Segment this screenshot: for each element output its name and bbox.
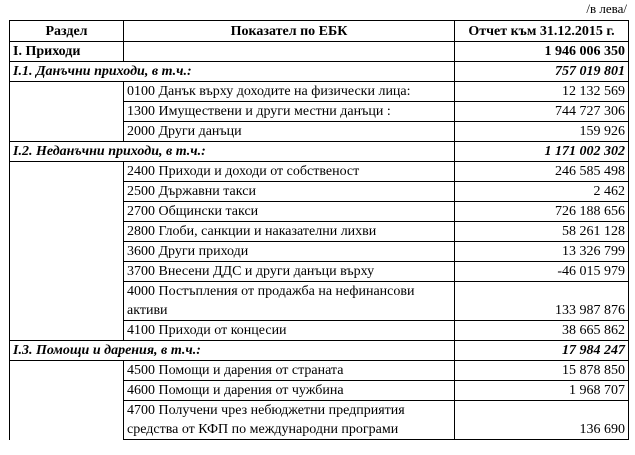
section-label: I.3. Помощи и дарения, в т.ч.: bbox=[10, 341, 455, 361]
budget-table bbox=[9, 20, 629, 440]
indicator-cell: 2700 Общински такси bbox=[124, 202, 455, 222]
amount-cell: 757 019 801 bbox=[455, 62, 629, 82]
section-cell bbox=[10, 262, 124, 282]
table-row bbox=[10, 282, 629, 321]
section-label: I.2. Неданъчни приходи, в т.ч.: bbox=[10, 142, 455, 162]
amount-cell: 13 326 799 bbox=[455, 242, 629, 262]
indicator-cell: 2400 Приходи и доходи от собственост bbox=[124, 162, 455, 182]
section-row bbox=[10, 142, 629, 162]
section-cell bbox=[10, 162, 124, 182]
table-row bbox=[10, 381, 629, 401]
section-label: I. Приходи bbox=[10, 42, 124, 62]
indicator-cell: 2800 Глоби, санкции и наказателни лихви bbox=[124, 222, 455, 242]
section-cell bbox=[10, 282, 124, 321]
section-cell bbox=[10, 242, 124, 262]
table-row bbox=[10, 122, 629, 142]
table-row bbox=[10, 162, 629, 182]
table-row bbox=[10, 182, 629, 202]
indicator-cell: 4000 Постъпления от продажба на нефинансови активи bbox=[124, 282, 455, 321]
section-cell bbox=[10, 361, 124, 381]
header-row bbox=[10, 21, 629, 42]
amount-cell: 246 585 498 bbox=[455, 162, 629, 182]
amount-cell: 136 690 bbox=[455, 401, 629, 440]
section-cell bbox=[10, 401, 124, 440]
section-cell bbox=[10, 381, 124, 401]
table-row bbox=[10, 102, 629, 122]
indicator-cell: 1300 Имуществени и други местни данъци : bbox=[124, 102, 455, 122]
section-cell bbox=[10, 222, 124, 242]
amount-cell: 15 878 850 bbox=[455, 361, 629, 381]
table-row bbox=[10, 401, 629, 440]
amount-cell: 12 132 569 bbox=[455, 82, 629, 102]
unit-note: /в лева/ bbox=[586, 1, 627, 16]
indicator-cell: 3600 Други приходи bbox=[124, 242, 455, 262]
header-section: Раздел bbox=[10, 21, 124, 42]
amount-cell: 159 926 bbox=[455, 122, 629, 142]
indicator-cell: 4500 Помощи и дарения от страната bbox=[124, 361, 455, 381]
amount-cell: 1 968 707 bbox=[455, 381, 629, 401]
amount-cell: 38 665 862 bbox=[455, 321, 629, 341]
table-row bbox=[10, 242, 629, 262]
total-row bbox=[10, 42, 629, 62]
indicator-cell: 0100 Данък върху доходите на физически лица: bbox=[124, 82, 455, 102]
table-row bbox=[10, 202, 629, 222]
amount-cell: -46 015 979 bbox=[455, 262, 629, 282]
indicator-cell: 2500 Държавни такси bbox=[124, 182, 455, 202]
amount-cell: 744 727 306 bbox=[455, 102, 629, 122]
table-row bbox=[10, 82, 629, 102]
indicator-cell: 4700 Получени чрез небюджетни предприятия средства от КФП по международни програми bbox=[124, 401, 455, 440]
amount-cell: 726 188 656 bbox=[455, 202, 629, 222]
amount-cell: 58 261 128 bbox=[455, 222, 629, 242]
section-cell bbox=[10, 202, 124, 222]
indicator-cell: 3700 Внесени ДДС и други данъци върху bbox=[124, 262, 455, 282]
section-cell bbox=[10, 122, 124, 142]
amount-cell: 17 984 247 bbox=[455, 341, 629, 361]
header-indicator: Показател по ЕБК bbox=[124, 21, 455, 42]
indicator-cell: 2000 Други данъци bbox=[124, 122, 455, 142]
section-row bbox=[10, 62, 629, 82]
amount-cell: 1 946 006 350 bbox=[455, 42, 629, 62]
section-row bbox=[10, 341, 629, 361]
amount-cell: 133 987 876 bbox=[455, 282, 629, 321]
section-cell bbox=[10, 321, 124, 341]
table-row bbox=[10, 321, 629, 341]
indicator-cell bbox=[124, 42, 455, 62]
section-label: I.1. Данъчни приходи, в т.ч.: bbox=[10, 62, 455, 82]
table-row bbox=[10, 262, 629, 282]
amount-cell: 1 171 002 302 bbox=[455, 142, 629, 162]
indicator-cell: 4100 Приходи от концесии bbox=[124, 321, 455, 341]
table-body bbox=[10, 42, 629, 440]
table-row bbox=[10, 361, 629, 381]
section-cell bbox=[10, 102, 124, 122]
amount-cell: 2 462 bbox=[455, 182, 629, 202]
indicator-cell: 4600 Помощи и дарения от чужбина bbox=[124, 381, 455, 401]
header-amount: Отчет към 31.12.2015 г. bbox=[455, 21, 629, 42]
section-cell bbox=[10, 182, 124, 202]
table-row bbox=[10, 222, 629, 242]
section-cell bbox=[10, 82, 124, 102]
